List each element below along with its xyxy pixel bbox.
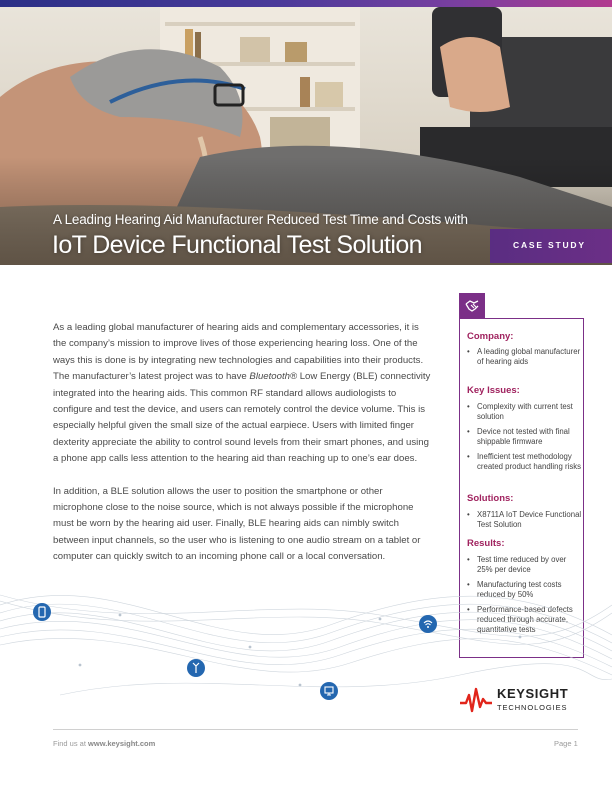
list-item: • Device not tested with final shippable firmware [467, 427, 583, 447]
footer-url-link[interactable]: www.keysight.com [88, 739, 156, 748]
keysight-logo [459, 686, 579, 716]
footer-find-label: Find us at [53, 739, 86, 748]
body-paragraph-2: In addition, a BLE solution allows the user to position the smartphone or other microphone close to the noise source, which is not always possible if the microphone must be worn by the hearing aid user. Finally, BLE hearing aids can nimbly switch between input channels, so the user who is listening to one audio stream on a tablet or computer can quickly switch to an incoming phone call or a local conversation. [53, 485, 421, 563]
body-text [53, 320, 433, 582]
handshake-icon [459, 293, 485, 319]
body-paragraph-1 [53, 320, 433, 468]
list-item: • A leading global manufacturer of hearing aids [467, 347, 583, 367]
company-heading: Company: [467, 331, 514, 342]
list-item: • Performance-based defects reduced through accurate, quantitative tests [467, 605, 583, 635]
footer-divider [53, 729, 578, 730]
case-study-label: CASE STUDY [513, 240, 586, 250]
hero-title: IoT Device Functional Test Solution [52, 231, 422, 259]
list-item: • Inefficient test methodology created product handling risks [467, 452, 583, 472]
solutions-heading: Solutions: [467, 493, 514, 504]
body-p1-part-a: As a leading global manufacturer of hearing aids and complementary accessories, it is the company’s mission to improve lives of those experiencing hearing loss. One of the ways this is done is by integrating new technologies and capabilities into their products. The manufacturer’s latest project was to have [53, 322, 424, 383]
logo-subtext: TECHNOLOGIES [497, 703, 568, 712]
footer-find-us [53, 739, 155, 748]
list-item: • Complexity with current test solution [467, 402, 583, 422]
keysight-wave-icon [459, 687, 493, 713]
body-p1-part-b: Low Energy (BLE) connectivity integrated into the hearing aids. This common RF standard allows audiologists to configure and test the device, and users can remotely control the device volume. This is especially helpful given the small size of the actual earpiece. Users with limited finger dexterity appreciate the ability to control sound levels from their smart phones, and using a phone app calls less attention to the hearing aid than reaching up to one’s ear does. [53, 371, 431, 465]
hero-subtitle: A Leading Hearing Aid Manufacturer Reduced Test Time and Costs with [53, 212, 468, 227]
list-item: • Test time reduced by over 25% per device [467, 555, 583, 575]
case-study-badge [490, 229, 612, 263]
wifi-icon [419, 615, 437, 633]
tablet-icon [33, 603, 51, 621]
solutions-list [467, 510, 583, 535]
top-gradient-bar [0, 0, 612, 7]
page-number: Page 1 [554, 739, 578, 748]
monitor-icon [320, 682, 338, 700]
hero-banner [0, 7, 612, 265]
logo-wordmark: KEYSIGHT [497, 686, 569, 701]
antenna-icon [187, 659, 205, 677]
issues-heading: Key Issues: [467, 385, 520, 396]
results-heading: Results: [467, 538, 505, 549]
list-item: • X8711A IoT Device Functional Test Solution [467, 510, 583, 530]
issues-list [467, 402, 583, 477]
list-item: • Manufacturing test costs reduced by 50% [467, 580, 583, 600]
bluetooth-mark: Bluetooth® [249, 371, 298, 383]
company-list [467, 347, 583, 372]
